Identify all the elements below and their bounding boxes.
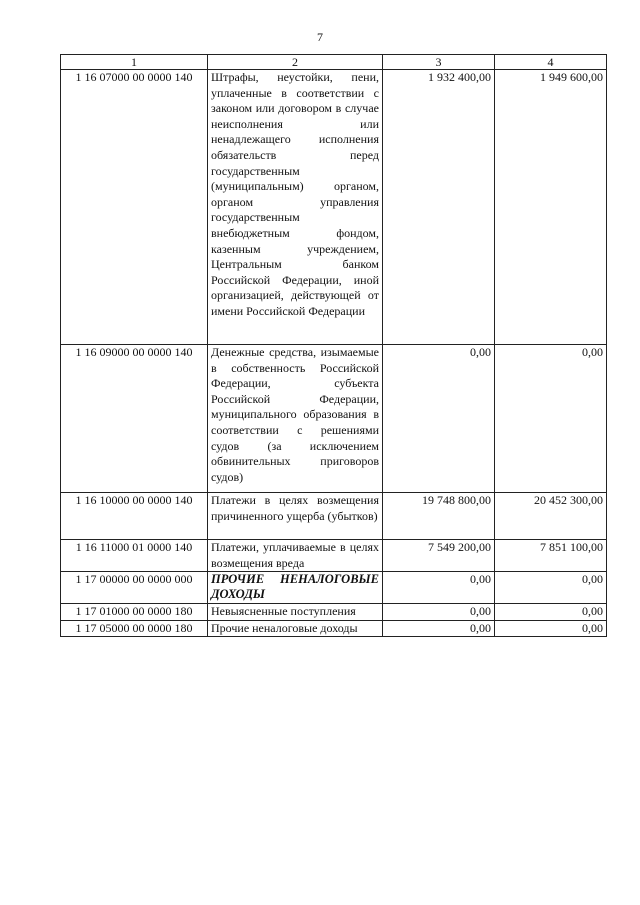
budget-code-cell: 1 17 00000 00 0000 000 bbox=[61, 572, 208, 604]
amount-col4-cell: 0,00 bbox=[495, 345, 607, 493]
revenue-name-cell: Платежи, уплачиваемые в целях возмещения вреда bbox=[208, 540, 383, 572]
revenue-table bbox=[60, 54, 607, 637]
table-row bbox=[61, 572, 607, 604]
table-row bbox=[61, 493, 607, 540]
revenue-name-cell: ПРОЧИЕ НЕНАЛОГОВЫЕ ДОХОДЫ bbox=[208, 572, 383, 604]
budget-code-cell: 1 16 10000 00 0000 140 bbox=[61, 493, 208, 540]
table-row bbox=[61, 540, 607, 572]
table-row bbox=[61, 604, 607, 621]
amount-col4-cell: 0,00 bbox=[495, 572, 607, 604]
budget-code-cell: 1 17 05000 00 0000 180 bbox=[61, 620, 208, 637]
amount-col3-cell: 0,00 bbox=[383, 572, 495, 604]
header-col-1: 1 bbox=[61, 55, 208, 70]
revenue-name-cell: Невыясненные поступления bbox=[208, 604, 383, 621]
header-col-3: 3 bbox=[383, 55, 495, 70]
amount-col3-cell: 0,00 bbox=[383, 620, 495, 637]
header-col-2: 2 bbox=[208, 55, 383, 70]
table-row bbox=[61, 345, 607, 493]
table-row bbox=[61, 620, 607, 637]
amount-col4-cell: 1 949 600,00 bbox=[495, 70, 607, 345]
amount-col4-cell: 20 452 300,00 bbox=[495, 493, 607, 540]
budget-code-cell: 1 16 09000 00 0000 140 bbox=[61, 345, 208, 493]
amount-col3-cell: 0,00 bbox=[383, 604, 495, 621]
amount-col3-cell: 1 932 400,00 bbox=[383, 70, 495, 345]
amount-col4-cell: 0,00 bbox=[495, 604, 607, 621]
budget-code-cell: 1 16 11000 01 0000 140 bbox=[61, 540, 208, 572]
budget-code-cell: 1 16 07000 00 0000 140 bbox=[61, 70, 208, 345]
amount-col4-cell: 7 851 100,00 bbox=[495, 540, 607, 572]
header-col-4: 4 bbox=[495, 55, 607, 70]
amount-col3-cell: 7 549 200,00 bbox=[383, 540, 495, 572]
revenue-name-cell: Штрафы, неустойки, пени, уплаченные в соответствии с законом или договором в случае неисполнения или ненадлежащего исполнения обязательств перед государственным (муниципальным) органом, органом управления государственным внебюджетным фондом, казенным учреждением, Центральным банком Российской Федерации, иной организацией, действующей от имени Российской Федерации bbox=[208, 70, 383, 345]
revenue-name-cell: Денежные средства, изымаемые в собственность Российской Федерации, субъекта Российской Федерации, муниципального образования в соответствии с решениями судов (за исключением обвинительных приговоров судов) bbox=[208, 345, 383, 493]
revenue-name-cell: Прочие неналоговые доходы bbox=[208, 620, 383, 637]
amount-col3-cell: 0,00 bbox=[383, 345, 495, 493]
table-header-row bbox=[61, 55, 607, 70]
amount-col3-cell: 19 748 800,00 bbox=[383, 493, 495, 540]
amount-col4-cell: 0,00 bbox=[495, 620, 607, 637]
table-row bbox=[61, 70, 607, 345]
page-number: 7 bbox=[317, 30, 323, 44]
revenue-name-cell: Платежи в целях возмещения причиненного ущерба (убытков) bbox=[208, 493, 383, 540]
budget-code-cell: 1 17 01000 00 0000 180 bbox=[61, 604, 208, 621]
